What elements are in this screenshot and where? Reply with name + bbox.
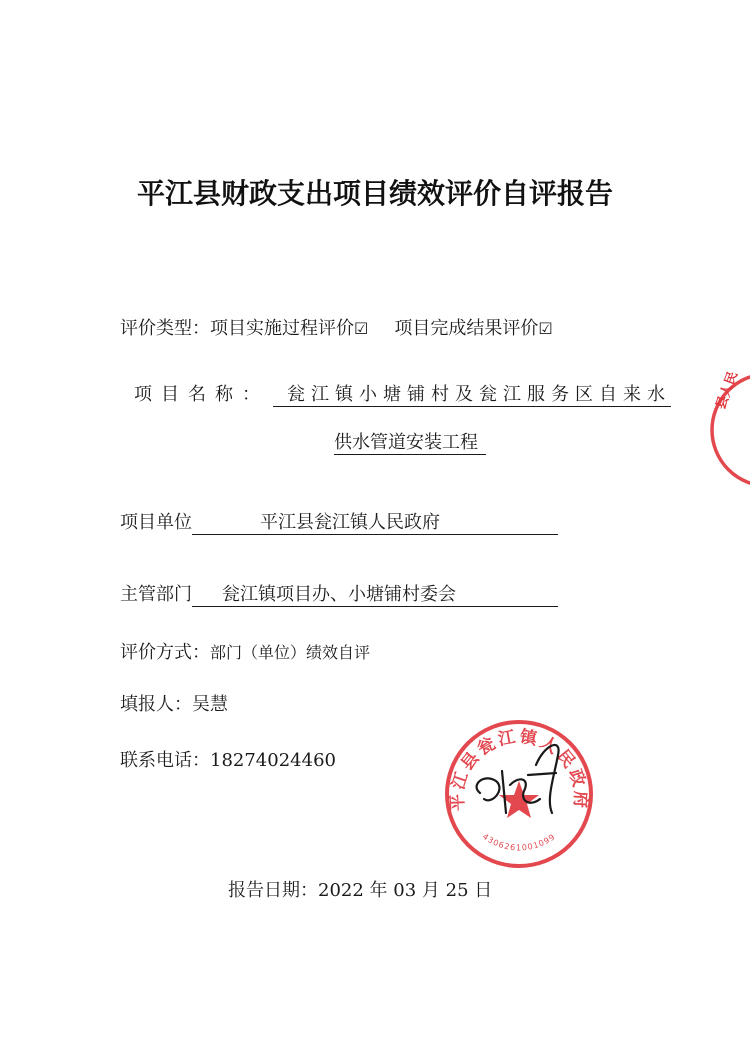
supervisor-label: 主管部门 bbox=[120, 584, 192, 605]
page-title: 平江县财政支出项目绩效评价自评报告 bbox=[136, 177, 613, 210]
supervisor-row bbox=[120, 580, 558, 607]
project-unit-row bbox=[120, 508, 558, 535]
eval-method-label: 评价方式： bbox=[120, 642, 210, 663]
checkbox-process-icon: ☑ bbox=[354, 319, 369, 338]
filler-row bbox=[120, 690, 228, 716]
phone-row bbox=[120, 746, 336, 772]
phone-label: 联系电话： bbox=[120, 750, 210, 771]
official-seal bbox=[440, 715, 598, 873]
filler-label: 填报人： bbox=[120, 694, 192, 715]
project-name-row-2 bbox=[334, 432, 486, 455]
report-date-month: 03 bbox=[393, 880, 417, 901]
svg-text:4306261001099 bbox=[481, 832, 557, 852]
report-date-day: 25 bbox=[445, 880, 469, 901]
report-date-year: 2022 bbox=[318, 880, 364, 901]
filler-value: 吴慧 bbox=[192, 694, 228, 715]
eval-type-label: 评价类型： bbox=[120, 318, 210, 339]
seal-text: 平江县瓮江镇人民政府 bbox=[447, 726, 591, 812]
report-date-month-unit: 月 bbox=[421, 880, 440, 901]
supervisor-value: 瓮江镇项目办、小塘铺村委会 bbox=[192, 584, 558, 607]
edge-seal-text: 县人民 bbox=[713, 370, 742, 412]
eval-type-option-process: 项目实施过程评价 bbox=[210, 318, 354, 339]
seal-code: 4306261001099 bbox=[480, 831, 558, 853]
project-name-label: 项目名称： bbox=[134, 384, 269, 405]
eval-type-option-result: 项目完成结果评价 bbox=[394, 318, 539, 339]
phone-value: 18274024460 bbox=[210, 750, 336, 771]
project-unit-label: 项目单位 bbox=[120, 512, 192, 533]
checkbox-result-icon: ☑ bbox=[538, 319, 553, 338]
project-name-line2: 供水管道安装工程 bbox=[334, 432, 486, 455]
project-unit-value: 平江县瓮江镇人民政府 bbox=[192, 512, 558, 535]
report-date-label: 报告日期： bbox=[228, 880, 318, 901]
report-date-row bbox=[228, 876, 492, 902]
edge-seal bbox=[706, 370, 750, 490]
report-date-day-unit: 日 bbox=[474, 880, 493, 901]
eval-method-value: 部门（单位）绩效自评 bbox=[210, 643, 371, 662]
report-date-year-unit: 年 bbox=[369, 880, 388, 901]
project-name-row bbox=[134, 380, 671, 407]
project-name-line1: 瓮江镇小塘铺村及瓮江服务区自来水 bbox=[273, 384, 671, 407]
eval-type-row bbox=[120, 314, 553, 340]
eval-method-row bbox=[120, 638, 370, 664]
